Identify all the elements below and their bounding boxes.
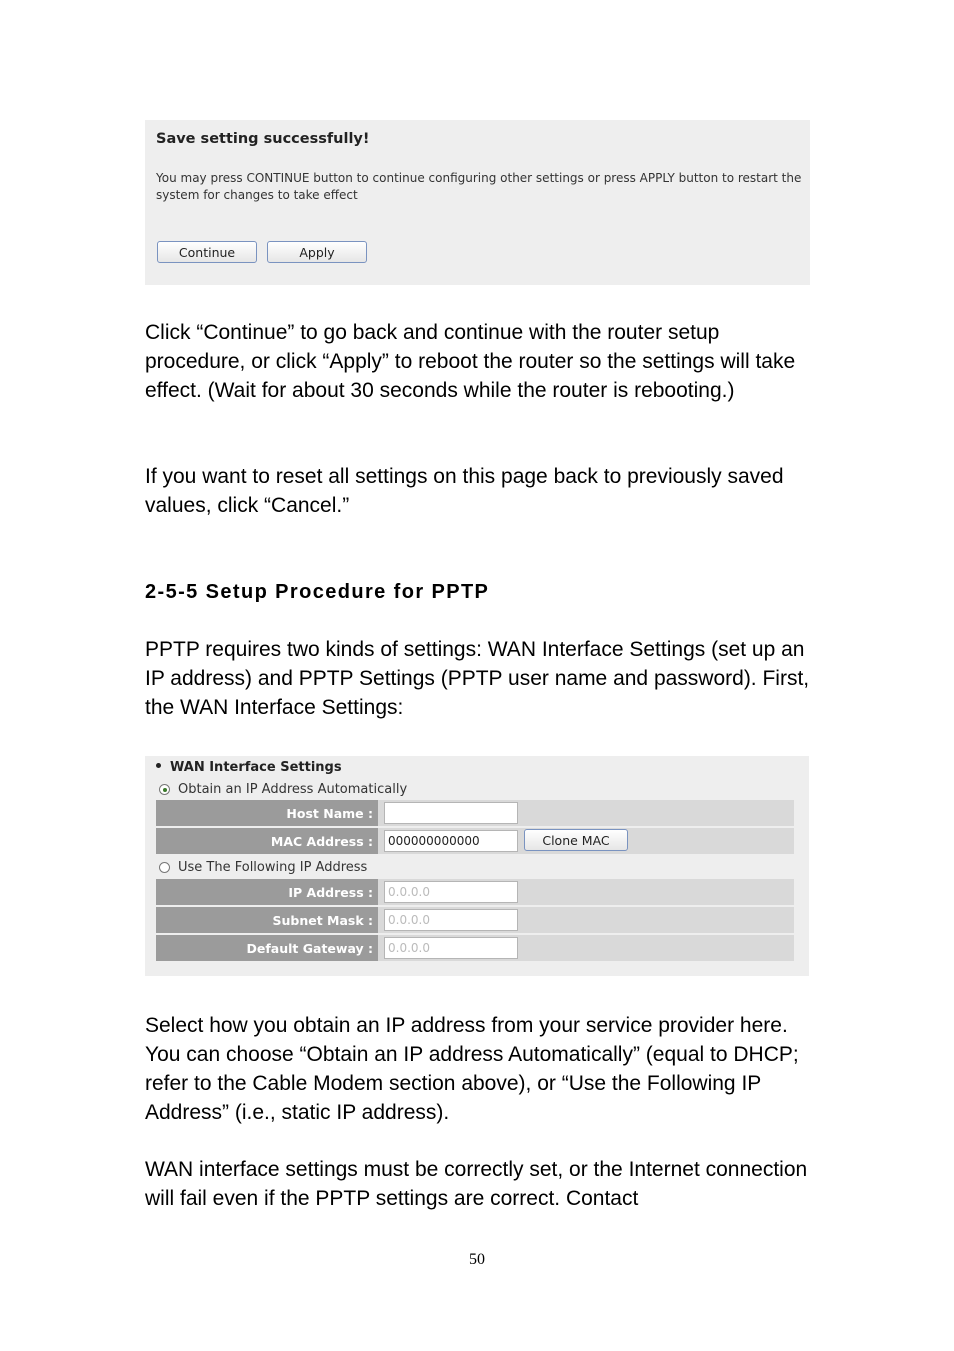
- paragraph-cancel: If you want to reset all settings on this page back to previously saved values, click “Cancel.”: [145, 465, 784, 517]
- mac-address-label: MAC Address :: [156, 828, 378, 854]
- paragraph-pptp-intro: PPTP requires two kinds of settings: WAN Interface Settings (set up an IP address) and PPTP Settings (PPTP user name and password). First, the WAN Interface Settings:: [145, 638, 810, 719]
- paragraph-obtain-ip: Select how you obtain an IP address from your service provider here. You can choose “Obtain an IP address Automatically” (equal to DHCP; refer to the Cable Modem section above), or “Use the Following IP Address” (i.e., static IP address).: [145, 1014, 799, 1124]
- section-heading: 2-5-5 Setup Procedure for PPTP: [145, 581, 490, 603]
- save-confirmation-panel: [145, 120, 810, 285]
- wan-title: [156, 760, 342, 775]
- host-name-label: Host Name :: [156, 800, 378, 826]
- obtain-auto-option[interactable]: [159, 782, 407, 797]
- ip-address-input[interactable]: 0.0.0.0: [384, 881, 518, 903]
- wan-interface-panel: [145, 756, 809, 976]
- mac-address-row: [156, 828, 794, 854]
- continue-button[interactable]: Continue: [157, 241, 257, 263]
- paragraph-continue-apply: Click “Continue” to go back and continue with the router setup procedure, or click “Apply” to reboot the router so the settings will take effect. (Wait for about 30 seconds while the router is rebooting.): [145, 321, 796, 402]
- subnet-mask-label: Subnet Mask :: [156, 907, 378, 933]
- host-name-input[interactable]: [384, 802, 518, 824]
- ip-address-row: [156, 879, 794, 905]
- obtain-auto-radio[interactable]: [159, 784, 170, 795]
- host-name-row: [156, 800, 794, 826]
- subnet-mask-row: [156, 907, 794, 933]
- use-following-label: Use The Following IP Address: [178, 860, 368, 875]
- wan-title-text: WAN Interface Settings: [170, 760, 342, 775]
- mac-address-input[interactable]: 000000000000: [384, 830, 518, 852]
- default-gateway-input[interactable]: 0.0.0.0: [384, 937, 518, 959]
- default-gateway-label: Default Gateway :: [156, 935, 378, 961]
- use-following-option[interactable]: [159, 860, 367, 875]
- apply-button[interactable]: Apply: [267, 241, 367, 263]
- paragraph-wan-warning: WAN interface settings must be correctly set, or the Internet connection will fail even if the PPTP settings are correct. Contact: [145, 1158, 808, 1210]
- use-following-radio[interactable]: [159, 862, 170, 873]
- clone-mac-button[interactable]: Clone MAC: [524, 829, 628, 851]
- bullet-icon: [156, 763, 161, 768]
- subnet-mask-input[interactable]: 0.0.0.0: [384, 909, 518, 931]
- obtain-auto-label: Obtain an IP Address Automatically: [178, 782, 408, 797]
- save-title: Save setting successfully!: [156, 131, 370, 147]
- default-gateway-row: [156, 935, 794, 961]
- ip-address-label: IP Address :: [156, 879, 378, 905]
- save-message: You may press CONTINUE button to continue configuring other settings or press APPLY button to restart the system for changes to take effect: [156, 171, 802, 202]
- page-number: 50: [469, 1251, 485, 1268]
